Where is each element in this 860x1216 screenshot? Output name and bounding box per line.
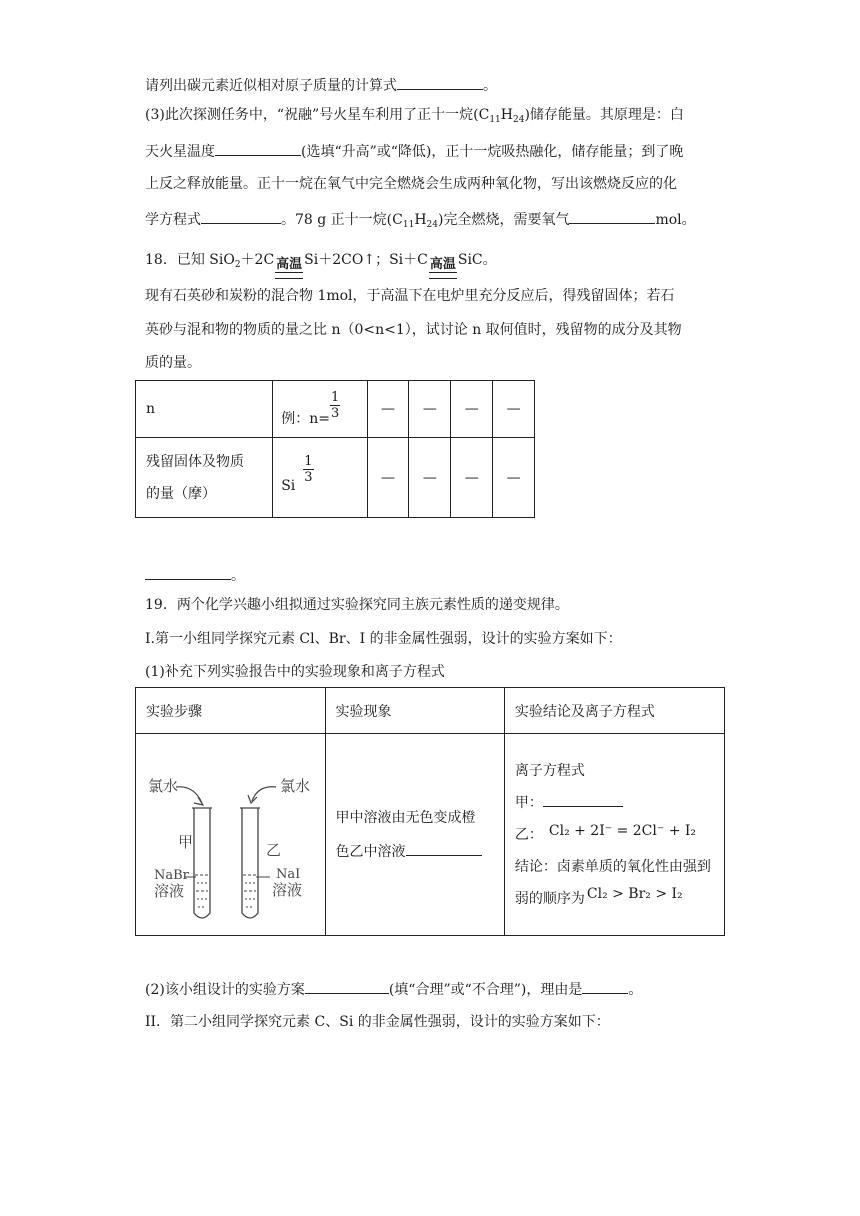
table-cell[interactable]: —	[451, 381, 493, 438]
test-tube-figure	[136, 735, 321, 935]
answer-blank[interactable]	[582, 978, 628, 994]
answer-blank[interactable]	[145, 564, 231, 580]
table-cell: 例：n= $\frac{1}{3}$	[273, 381, 367, 438]
q17-line-2: (3)此次探测任务中，“祝融”号火星车利用了正十一烷$(C_{11}H_{24})$储存能量。其原理是：白	[145, 107, 684, 125]
ionic-equation-yi: Cl₂ + 2I⁻ = 2Cl⁻ + I₂	[548, 822, 697, 839]
q18-table	[135, 380, 535, 518]
table-row	[136, 688, 725, 734]
q18-line-3: 英砂与混和物的物质的量之比 n（0<n<1），试讨论 n 取何值时，残留物的成分及其物	[145, 322, 682, 338]
q19-sub1: (1)补充下列实验报告中的实验现象和离子方程式	[145, 664, 445, 680]
test-tubes-icon	[136, 735, 321, 935]
fraction: $\frac{1}{3}$	[330, 389, 340, 421]
table-row	[136, 734, 725, 936]
q17-line-5: 学方程式 。78 g 正十一烷$(C_{11}H_{24})$完全燃烧，需要氧气 mol。	[145, 208, 696, 235]
table-cell[interactable]: —	[367, 438, 409, 518]
conclusion-cell: 离子方程式 甲： 乙： Cl₂ + 2I⁻ = 2Cl⁻ + I₂ 结论：卤素单质的氧化性由强到 弱的顺序为 Cl₂ > Br₂ > I₂	[504, 734, 724, 936]
table-cell[interactable]: —	[409, 438, 451, 518]
answer-blank[interactable]	[397, 74, 483, 90]
q18-line-2: 现有石英砂和炭粉的混合物 1mol，于高温下在电炉里充分反应后，得残留固体；若石	[145, 288, 675, 304]
q17-line-3: 天火星温度 (选填“升高”或“降低)，正十一烷吸热融化，储存能量；到了晚	[145, 140, 683, 162]
table-cell: Si $\frac{1}{3}$	[273, 438, 367, 518]
q19-table	[135, 687, 725, 936]
high-temp-condition: 高温	[429, 258, 457, 281]
table-cell[interactable]: —	[493, 438, 535, 518]
answer-blank[interactable]	[569, 208, 655, 224]
fraction: $\frac{1}{3}$	[304, 454, 313, 485]
q18-line-4: 质的量。	[145, 355, 201, 371]
q17-line-1: 请列出碳元素近似相对原子质量的计算式 。	[145, 74, 497, 96]
q18-line-1: 18．已知 SiO$_2$＋2C 高温 Si＋2CO↑；Si＋C 高温 SiC。	[145, 250, 497, 281]
table-cell[interactable]: —	[451, 438, 493, 518]
answer-blank[interactable]	[215, 140, 301, 156]
table-header: 实验步骤	[136, 688, 326, 734]
experiment-figure-cell	[136, 734, 326, 936]
oxidizing-order: Cl₂ > Br₂ > I₂	[586, 885, 683, 902]
table-cell: n	[136, 381, 273, 438]
chlorine-water-label: 氯水	[148, 776, 179, 795]
nai-label: NaI	[276, 866, 301, 882]
answer-blank[interactable]	[305, 978, 389, 994]
table-cell: 残留固体及物质 的量（摩）	[136, 438, 273, 518]
chlorine-water-label: 氯水	[280, 776, 311, 795]
answer-blank[interactable]	[406, 840, 482, 856]
nai-solution-label: 溶液	[272, 880, 303, 899]
nabr-solution-label: 溶液	[154, 881, 185, 900]
high-temp-condition: 高温	[275, 258, 303, 281]
table-cell[interactable]: —	[493, 381, 535, 438]
q18-answer-line: 。	[145, 564, 245, 586]
q19-sub2: (2)该小组设计的实验方案 (填“合理”或“不合理”)，理由是 。	[145, 978, 642, 1000]
tube-yi-label: 乙	[266, 840, 282, 859]
table-header: 实验结论及离子方程式	[504, 688, 724, 734]
answer-blank[interactable]	[543, 791, 623, 807]
q19-part2: II．第二小组同学探究元素 C、Si 的非金属性强弱，设计的实验方案如下：	[145, 1014, 610, 1030]
tube-jia-label: 甲	[178, 832, 194, 851]
q19-part1: I.第一小组同学探究元素 Cl、Br、I 的非金属性强弱，设计的实验方案如下：	[145, 631, 622, 647]
answer-blank[interactable]	[201, 208, 281, 224]
table-cell[interactable]: —	[367, 381, 409, 438]
q17-line-4: 上反之释放能量。正十一烷在氧气中完全燃烧会生成两种氧化物，写出该燃烧反应的化	[145, 176, 677, 192]
phenomenon-cell: 甲中溶液由无色变成橙 色乙中溶液	[325, 734, 504, 936]
nabr-label: NaBr	[154, 867, 189, 883]
table-row	[136, 381, 535, 438]
table-row	[136, 438, 535, 518]
table-header: 实验现象	[325, 688, 504, 734]
table-cell[interactable]: —	[409, 381, 451, 438]
q19-title: 19．两个化学兴趣小组拟通过实验探究同主族元素性质的递变规律。	[145, 597, 569, 613]
